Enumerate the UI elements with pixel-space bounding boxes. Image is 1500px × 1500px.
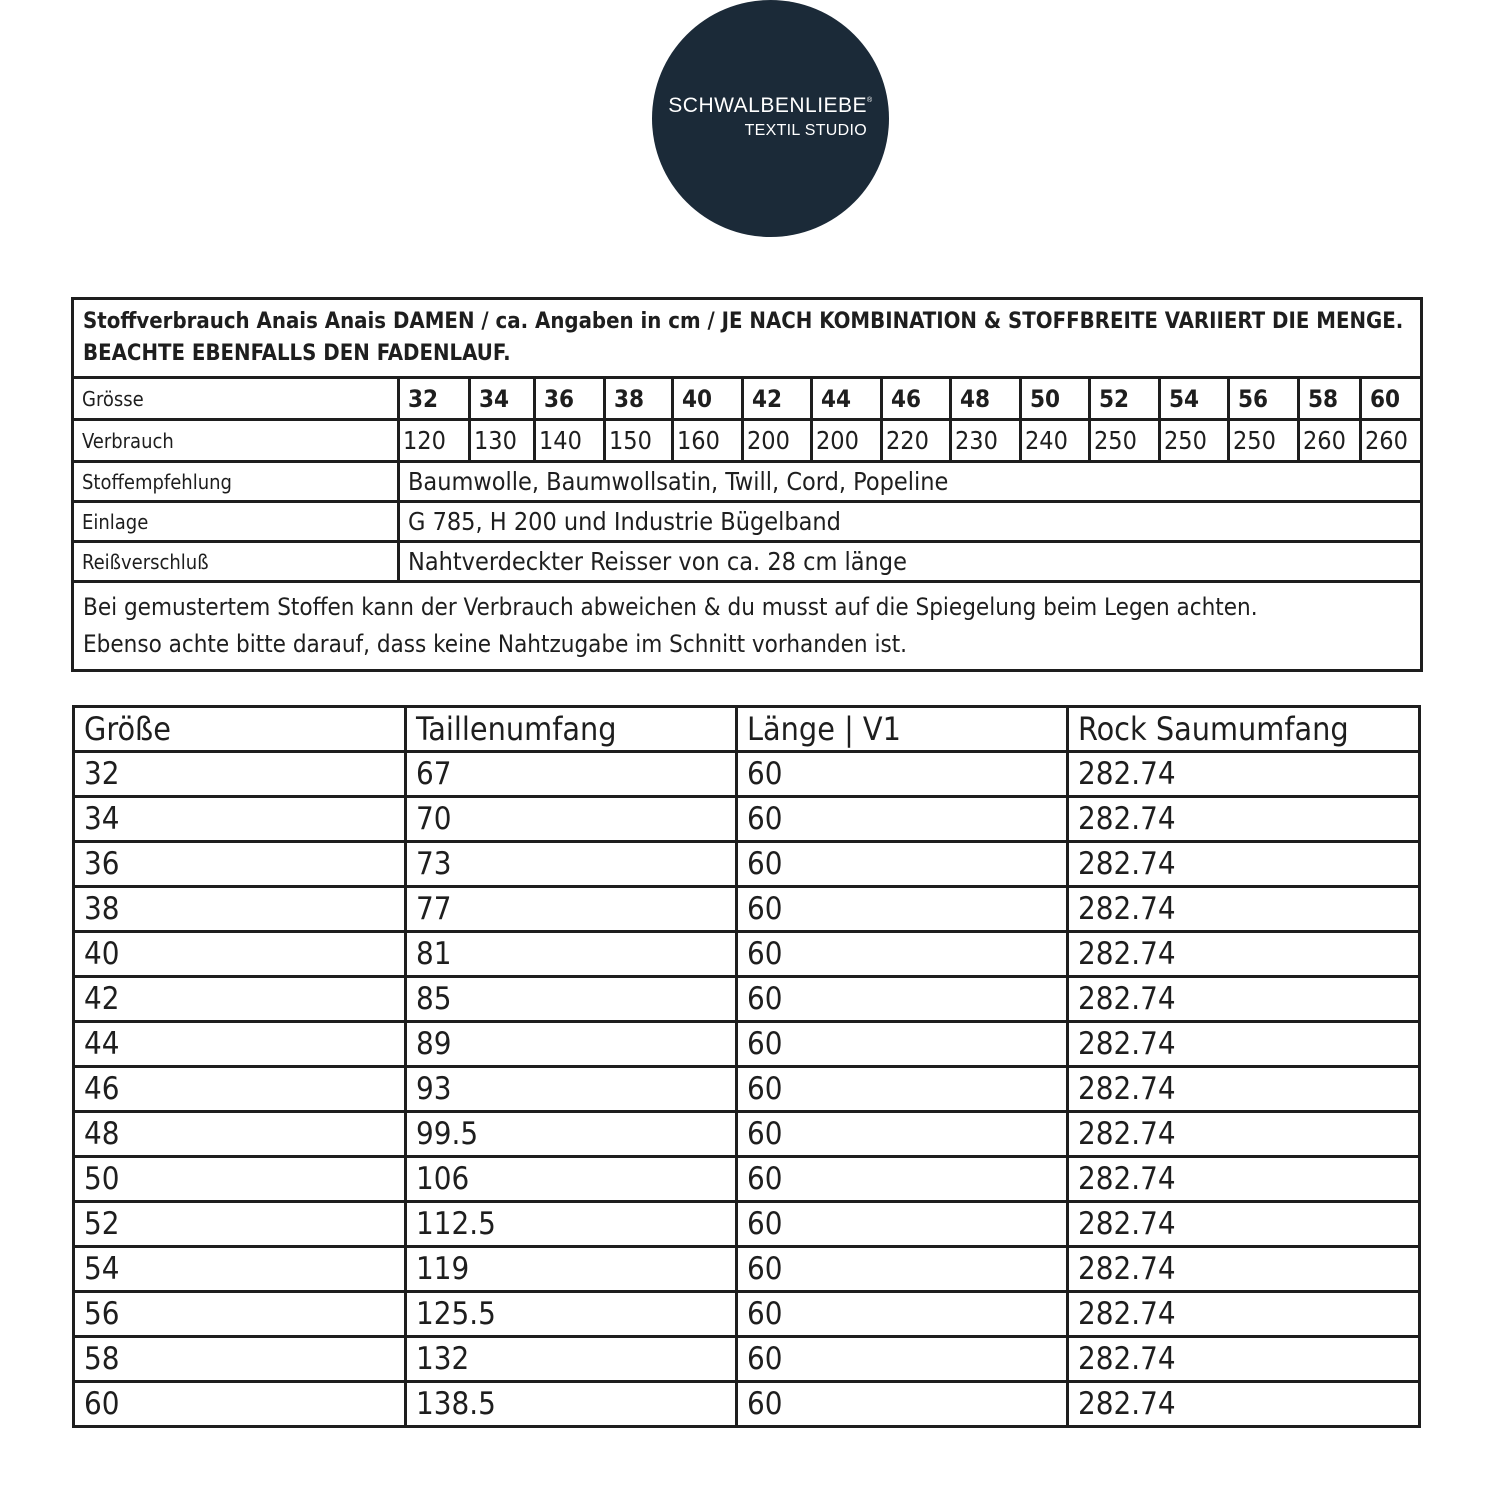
fabric-consumption-table (71, 297, 1423, 672)
size-cell: 50 (74, 1157, 406, 1202)
length-cell: 60 (737, 1067, 1068, 1112)
waist-cell: 81 (406, 932, 737, 977)
consumption-cell: 250 (1090, 420, 1160, 462)
consumption-cell: 230 (951, 420, 1021, 462)
length-cell: 60 (737, 1337, 1068, 1382)
consumption-label: Verbrauch (73, 420, 399, 462)
size-cell: 54 (1160, 378, 1229, 420)
size-label: Grösse (73, 378, 399, 420)
column-header: Größe (74, 707, 406, 752)
size-cell: 40 (673, 378, 743, 420)
hem-cell: 282.74 (1068, 1247, 1420, 1292)
consumption-cell: 160 (673, 420, 743, 462)
hem-cell: 282.74 (1068, 977, 1420, 1022)
size-cell: 52 (1090, 378, 1160, 420)
hem-cell: 282.74 (1068, 1157, 1420, 1202)
hem-cell: 282.74 (1068, 752, 1420, 797)
size-cell: 32 (399, 378, 470, 420)
zipper-value: Nahtverdeckter Reisser von ca. 28 cm länge (399, 542, 1422, 582)
consumption-cell: 260 (1299, 420, 1361, 462)
length-cell: 60 (737, 1382, 1068, 1427)
logo-subtitle: TEXTIL STUDIO (744, 122, 867, 139)
hem-cell: 282.74 (1068, 842, 1420, 887)
waist-cell: 138.5 (406, 1382, 737, 1427)
hem-cell: 282.74 (1068, 1112, 1420, 1157)
size-cell: 40 (74, 932, 406, 977)
size-cell: 52 (74, 1202, 406, 1247)
size-cell: 50 (1021, 378, 1090, 420)
column-header: Taillenumfang (406, 707, 737, 752)
waist-cell: 85 (406, 977, 737, 1022)
length-cell: 60 (737, 977, 1068, 1022)
fabric-table-header-row (73, 299, 1422, 378)
size-cell: 44 (74, 1022, 406, 1067)
hem-cell: 282.74 (1068, 797, 1420, 842)
waist-cell: 99.5 (406, 1112, 737, 1157)
consumption-cell: 140 (535, 420, 605, 462)
interfacing-value: G 785, H 200 und Industrie Bügelband (399, 502, 1422, 542)
table-row (74, 1022, 1420, 1067)
size-cell: 38 (605, 378, 673, 420)
table-row (74, 1337, 1420, 1382)
table-row (74, 977, 1420, 1022)
note-cell: Bei gemustertem Stoffen kann der Verbrauch abweichen & du musst auf die Spiegelung beim Legen achten. Ebenso achte bitte darauf, dass keine Nahtzugabe im Schnitt vorhanden ist. (73, 582, 1422, 671)
zipper-label: Reißverschluß (73, 542, 399, 582)
fabric-table-title: Stoffverbrauch Anais Anais DAMEN / ca. Angaben in cm / JE NACH KOMBINATION & STOFFBREITE VARIIERT DIE MENGE. BEACHTE EBENFALLS DEN FADENLAUF. (73, 299, 1422, 378)
fabric-recommendation-value: Baumwolle, Baumwollsatin, Twill, Cord, Popeline (399, 462, 1422, 502)
consumption-cell: 150 (605, 420, 673, 462)
waist-cell: 125.5 (406, 1292, 737, 1337)
waist-cell: 73 (406, 842, 737, 887)
size-cell: 56 (1229, 378, 1299, 420)
hem-cell: 282.74 (1068, 1337, 1420, 1382)
length-cell: 60 (737, 1157, 1068, 1202)
waist-cell: 77 (406, 887, 737, 932)
size-cell: 48 (951, 378, 1021, 420)
hem-cell: 282.74 (1068, 887, 1420, 932)
size-cell: 60 (1361, 378, 1422, 420)
table-row (74, 1202, 1420, 1247)
waist-cell: 106 (406, 1157, 737, 1202)
consumption-cell: 120 (399, 420, 470, 462)
table-row (74, 1112, 1420, 1157)
size-cell: 46 (882, 378, 951, 420)
table-row (74, 797, 1420, 842)
length-cell: 60 (737, 797, 1068, 842)
size-cell: 44 (812, 378, 882, 420)
column-header: Länge | V1 (737, 707, 1068, 752)
waist-cell: 112.5 (406, 1202, 737, 1247)
fabric-recommendation-label: Stoffempfehlung (73, 462, 399, 502)
length-cell: 60 (737, 1022, 1068, 1067)
interfacing-label: Einlage (73, 502, 399, 542)
size-row (73, 378, 1422, 420)
consumption-cell: 200 (812, 420, 882, 462)
size-cell: 32 (74, 752, 406, 797)
size-cell: 36 (535, 378, 605, 420)
measurement-table (72, 705, 1421, 1428)
size-cell: 36 (74, 842, 406, 887)
table-row (74, 1382, 1420, 1427)
table-row (74, 932, 1420, 977)
table-row (74, 1067, 1420, 1112)
fabric-recommendation-row (73, 462, 1422, 502)
length-cell: 60 (737, 1247, 1068, 1292)
waist-cell: 93 (406, 1067, 737, 1112)
size-cell: 60 (74, 1382, 406, 1427)
size-cell: 38 (74, 887, 406, 932)
size-cell: 58 (1299, 378, 1361, 420)
consumption-cell: 260 (1361, 420, 1422, 462)
table-row (74, 1247, 1420, 1292)
length-cell: 60 (737, 1202, 1068, 1247)
brand-logo (652, 0, 889, 237)
consumption-cell: 250 (1229, 420, 1299, 462)
size-cell: 54 (74, 1247, 406, 1292)
size-cell: 56 (74, 1292, 406, 1337)
consumption-cell: 130 (470, 420, 535, 462)
size-cell: 46 (74, 1067, 406, 1112)
waist-cell: 70 (406, 797, 737, 842)
table-row (74, 1157, 1420, 1202)
size-cell: 34 (74, 797, 406, 842)
size-cell: 42 (74, 977, 406, 1022)
waist-cell: 119 (406, 1247, 737, 1292)
consumption-row (73, 420, 1422, 462)
logo-brand-name: SCHWALBENLIEBE® (668, 94, 873, 117)
table-row (74, 1292, 1420, 1337)
table-row (74, 842, 1420, 887)
size-cell: 42 (743, 378, 812, 420)
length-cell: 60 (737, 1112, 1068, 1157)
table-row (74, 752, 1420, 797)
consumption-cell: 240 (1021, 420, 1090, 462)
consumption-cell: 200 (743, 420, 812, 462)
waist-cell: 67 (406, 752, 737, 797)
consumption-cell: 220 (882, 420, 951, 462)
measurement-header-row (74, 707, 1420, 752)
interfacing-row (73, 502, 1422, 542)
hem-cell: 282.74 (1068, 1292, 1420, 1337)
waist-cell: 132 (406, 1337, 737, 1382)
size-cell: 48 (74, 1112, 406, 1157)
hem-cell: 282.74 (1068, 1067, 1420, 1112)
zipper-row (73, 542, 1422, 582)
length-cell: 60 (737, 752, 1068, 797)
table-row (74, 887, 1420, 932)
column-header: Rock Saumumfang (1068, 707, 1420, 752)
size-cell: 58 (74, 1337, 406, 1382)
note-row (73, 582, 1422, 671)
length-cell: 60 (737, 1292, 1068, 1337)
length-cell: 60 (737, 842, 1068, 887)
consumption-cell: 250 (1160, 420, 1229, 462)
waist-cell: 89 (406, 1022, 737, 1067)
hem-cell: 282.74 (1068, 932, 1420, 977)
length-cell: 60 (737, 887, 1068, 932)
hem-cell: 282.74 (1068, 1202, 1420, 1247)
length-cell: 60 (737, 932, 1068, 977)
hem-cell: 282.74 (1068, 1022, 1420, 1067)
size-cell: 34 (470, 378, 535, 420)
hem-cell: 282.74 (1068, 1382, 1420, 1427)
